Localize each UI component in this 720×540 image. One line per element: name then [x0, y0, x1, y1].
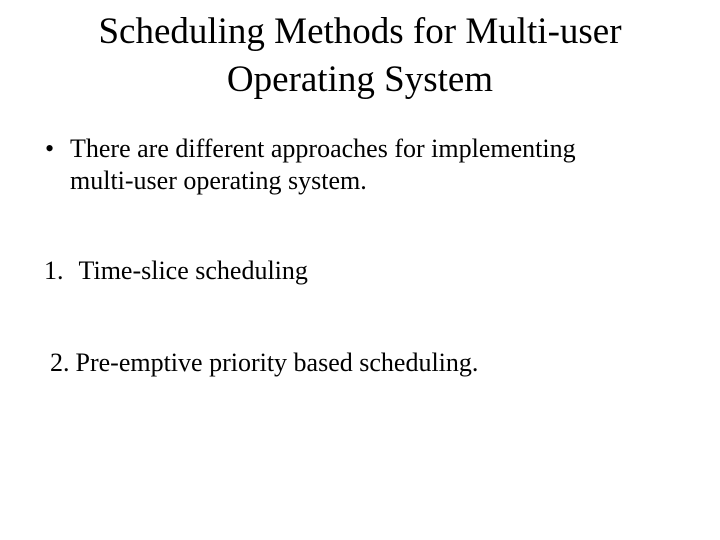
list-item-number: 2.	[50, 348, 70, 377]
slide-title-line-1: Scheduling Methods for Multi-user	[98, 11, 622, 52]
bullet-text	[70, 133, 576, 197]
bullet-text-line-2: multi-user operating system.	[70, 166, 367, 195]
bullet-marker: •	[45, 134, 55, 163]
slide-title-line-2: Operating System	[226, 59, 494, 100]
bullet-text-line-1: There are different approaches for implementing	[70, 134, 576, 163]
list-item-number: 1.	[44, 256, 64, 285]
bullet-point	[45, 133, 685, 197]
list-item-text: Time-slice scheduling	[78, 256, 308, 285]
slide-title	[40, 8, 680, 104]
list-item-time-slice	[44, 255, 308, 287]
list-item-text: Pre-emptive priority based scheduling.	[75, 348, 479, 377]
list-item-pre-emptive	[50, 347, 478, 379]
